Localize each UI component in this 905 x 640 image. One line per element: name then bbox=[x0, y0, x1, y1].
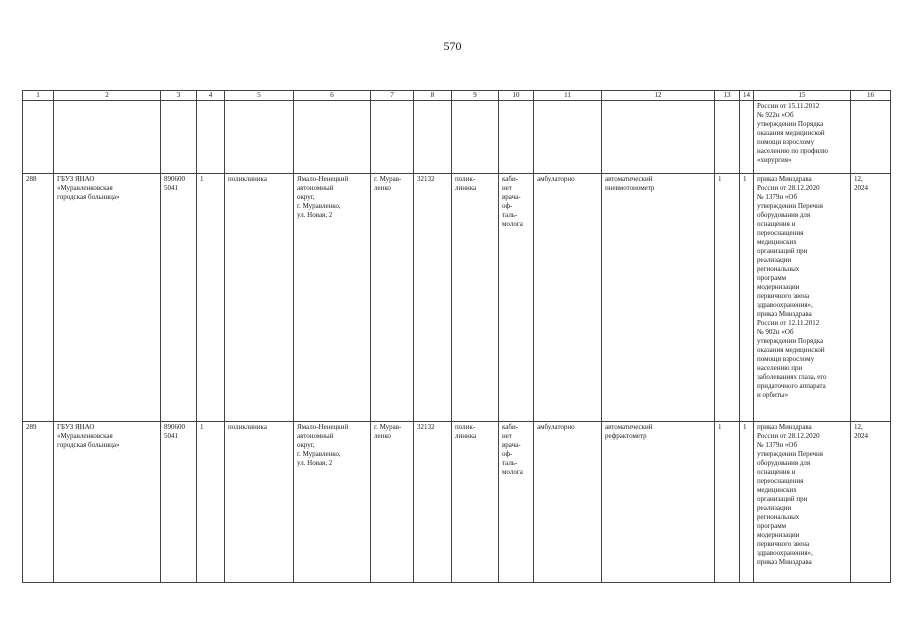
cell-organization: ГБУЗ ЯНАО «Муравленковская городская больница» bbox=[54, 422, 161, 583]
cell-okato bbox=[414, 101, 452, 174]
cell-regulation: приказ Минздрава России от 28.12.2020 № 1379н «Об утверждении Перечня оборудования для оснащения и переоснащения медицинских организаций при реализации региональных программ модернизации первичного звена здравоохранения», приказ Минздрава России от 12.11.2012 № 902н «Об утверждении Порядка оказания медицинской помощи взрослому населению при заболеваниях глаза, его придаточного аппарата и орбиты» bbox=[754, 174, 851, 422]
registry-table bbox=[22, 90, 891, 583]
cell-care-form bbox=[534, 101, 602, 174]
table-row-288 bbox=[23, 174, 891, 422]
column-header-13: 13 bbox=[715, 91, 740, 101]
column-header-6: 6 bbox=[294, 91, 371, 101]
column-header-1: 1 bbox=[23, 91, 54, 101]
cell-code: 890600 5041 bbox=[161, 422, 197, 583]
cell-qty-2 bbox=[740, 101, 754, 174]
cell-cabinet: каби- нет врача- оф- таль- молога bbox=[499, 422, 534, 583]
cell-city: г. Мурав- ленко bbox=[371, 174, 414, 422]
column-header-11: 11 bbox=[534, 91, 602, 101]
cell-cabinet: каби- нет врача- оф- таль- молога bbox=[499, 174, 534, 422]
column-header-2: 2 bbox=[54, 91, 161, 101]
cell-cabinet bbox=[499, 101, 534, 174]
column-header-3: 3 bbox=[161, 91, 197, 101]
cell-division: полик- линика bbox=[452, 422, 499, 583]
cell-code: 890600 5041 bbox=[161, 174, 197, 422]
cell-division bbox=[452, 101, 499, 174]
cell-care-form: амбулаторно bbox=[534, 174, 602, 422]
cell-qty-2: 1 bbox=[740, 174, 754, 422]
cell-col4: 1 bbox=[197, 174, 225, 422]
cell-code bbox=[161, 101, 197, 174]
cell-division: полик- линика bbox=[452, 174, 499, 422]
column-header-9: 9 bbox=[452, 91, 499, 101]
cell-col4: 1 bbox=[197, 422, 225, 583]
table-row-289 bbox=[23, 422, 891, 583]
cell-qty-1 bbox=[715, 101, 740, 174]
cell-city: г. Мурав- ленко bbox=[371, 422, 414, 583]
column-header-15: 15 bbox=[754, 91, 851, 101]
column-header-5: 5 bbox=[225, 91, 294, 101]
cell-deadline bbox=[851, 101, 891, 174]
cell-col4 bbox=[197, 101, 225, 174]
cell-equipment: автоматический рефрактометр bbox=[602, 422, 715, 583]
cell-address: Ямало-Ненецкий автономный округ, г. Муравленко, ул. Новая, 2 bbox=[294, 174, 371, 422]
cell-deadline: 12, 2024 bbox=[851, 174, 891, 422]
cell-address: Ямало-Ненецкий автономный округ, г. Муравленко, ул. Новая, 2 bbox=[294, 422, 371, 583]
page-number: 570 bbox=[443, 39, 462, 53]
column-header-12: 12 bbox=[602, 91, 715, 101]
cell-equipment: автоматический пневмотонометр bbox=[602, 174, 715, 422]
column-header-10: 10 bbox=[499, 91, 534, 101]
cell-regulation: приказ Минздрава России от 28.12.2020 № 1379н «Об утверждении Перечня оборудования для оснащения и переоснащения медицинских организаций при реализации региональных программ модернизации первичного звена здравоохранения», приказ Минздрава bbox=[754, 422, 851, 583]
cell-unit-type: поликлиника bbox=[225, 422, 294, 583]
cell-care-form: амбулаторно bbox=[534, 422, 602, 583]
cell-deadline: 12, 2024 bbox=[851, 422, 891, 583]
column-header-16: 16 bbox=[851, 91, 891, 101]
cell-regulation: России от 15.11.2012 № 922н «Об утверждении Порядка оказания медицинской помощи взрослому населению по профилю «хирургия» bbox=[754, 101, 851, 174]
column-header-4: 4 bbox=[197, 91, 225, 101]
cell-number: 289 bbox=[23, 422, 54, 583]
cell-city bbox=[371, 101, 414, 174]
cell-qty-1: 1 bbox=[715, 422, 740, 583]
column-header-14: 14 bbox=[740, 91, 754, 101]
cell-organization bbox=[54, 101, 161, 174]
column-header-7: 7 bbox=[371, 91, 414, 101]
table-row-continuation bbox=[23, 101, 891, 174]
cell-number: 288 bbox=[23, 174, 54, 422]
cell-qty-2: 1 bbox=[740, 422, 754, 583]
cell-address bbox=[294, 101, 371, 174]
cell-unit-type bbox=[225, 101, 294, 174]
cell-qty-1: 1 bbox=[715, 174, 740, 422]
cell-number bbox=[23, 101, 54, 174]
column-number-row bbox=[23, 91, 891, 101]
cell-okato: 32132 bbox=[414, 422, 452, 583]
cell-equipment bbox=[602, 101, 715, 174]
cell-unit-type: поликлиника bbox=[225, 174, 294, 422]
cell-okato: 32132 bbox=[414, 174, 452, 422]
cell-organization: ГБУЗ ЯНАО «Муравленковская городская больница» bbox=[54, 174, 161, 422]
column-header-8: 8 bbox=[414, 91, 452, 101]
